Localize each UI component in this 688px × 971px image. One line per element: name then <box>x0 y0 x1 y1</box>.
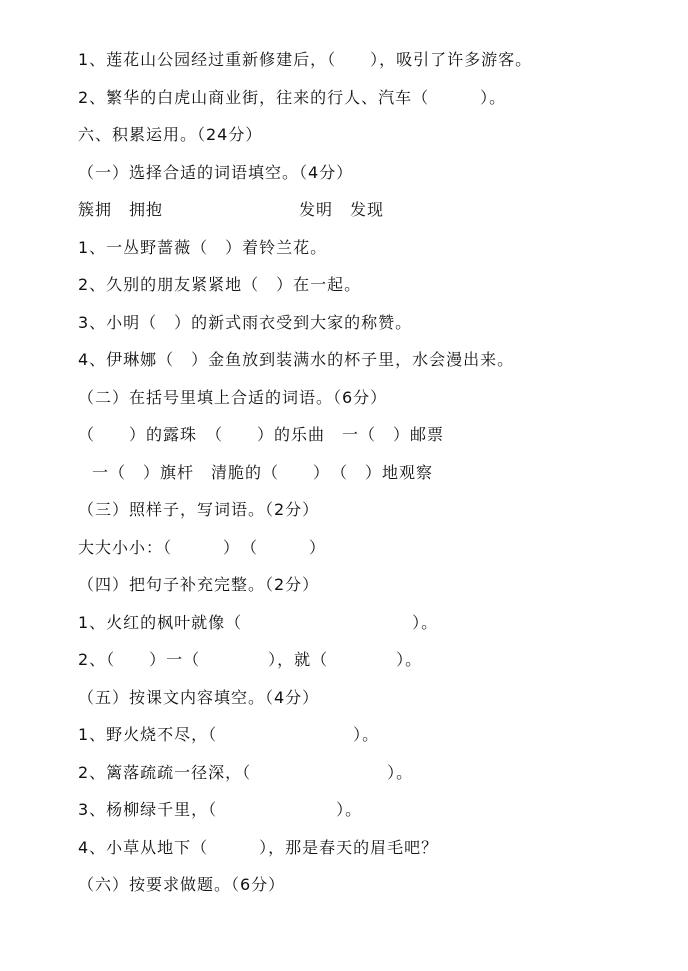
subsection-heading-4: （四）把句子补充完整。（2分） <box>78 575 320 594</box>
question-line-6: 4、伊琳娜（ ）金鱼放到装满水的杯子里，水会漫出来。 <box>78 350 515 369</box>
poem-line-4: 4、小草从地下（ ），那是春天的眉毛吧？ <box>78 838 439 857</box>
subsection-heading-3: （三）照样子，写词语。（2分） <box>78 500 320 519</box>
subsection-heading-1: （一）选择合适的词语填空。（4分） <box>78 163 354 182</box>
question-line-8: 2、（ ）一（ ），就（ ）。 <box>78 650 423 669</box>
poem-line-1: 1、野火烧不尽，（ ）。 <box>78 725 380 744</box>
fill-line-1: （ ）的露珠 （ ）的乐曲 一（ ）邮票 <box>78 425 445 444</box>
example-line: 大大小小：（ ） （ ） <box>78 538 327 557</box>
question-line-2: 2、繁华的白虎山商业街，往来的行人、汽车（ ）。 <box>78 88 507 107</box>
question-line-4: 2、久别的朋友紧紧地（ ）在一起。 <box>78 275 362 294</box>
word-choices: 簇拥 拥抱 发明 发现 <box>78 200 385 219</box>
subsection-heading-5: （五）按课文内容填空。（4分） <box>78 688 320 707</box>
subsection-heading-2: （二）在括号里填上合适的词语。（6分） <box>78 388 388 407</box>
question-line-7: 1、火红的枫叶就像（ ）。 <box>78 613 439 632</box>
poem-line-3: 3、杨柳绿千里，（ ）。 <box>78 800 363 819</box>
poem-line-2: 2、篱落疏疏一径深，（ ）。 <box>78 763 414 782</box>
question-line-5: 3、小明（ ）的新式雨衣受到大家的称赞。 <box>78 313 413 332</box>
question-line-3: 1、一丛野蔷薇（ ）着铃兰花。 <box>78 238 328 257</box>
section-heading: 六、积累运用。（24分） <box>78 125 263 144</box>
question-line-1: 1、莲花山公园经过重新修建后，（ ），吸引了许多游客。 <box>78 50 533 69</box>
fill-line-2: 一（ ）旗杆 清脆的（ ） （ ）地观察 <box>92 463 434 482</box>
subsection-heading-6: （六）按要求做题。（6分） <box>78 875 286 894</box>
